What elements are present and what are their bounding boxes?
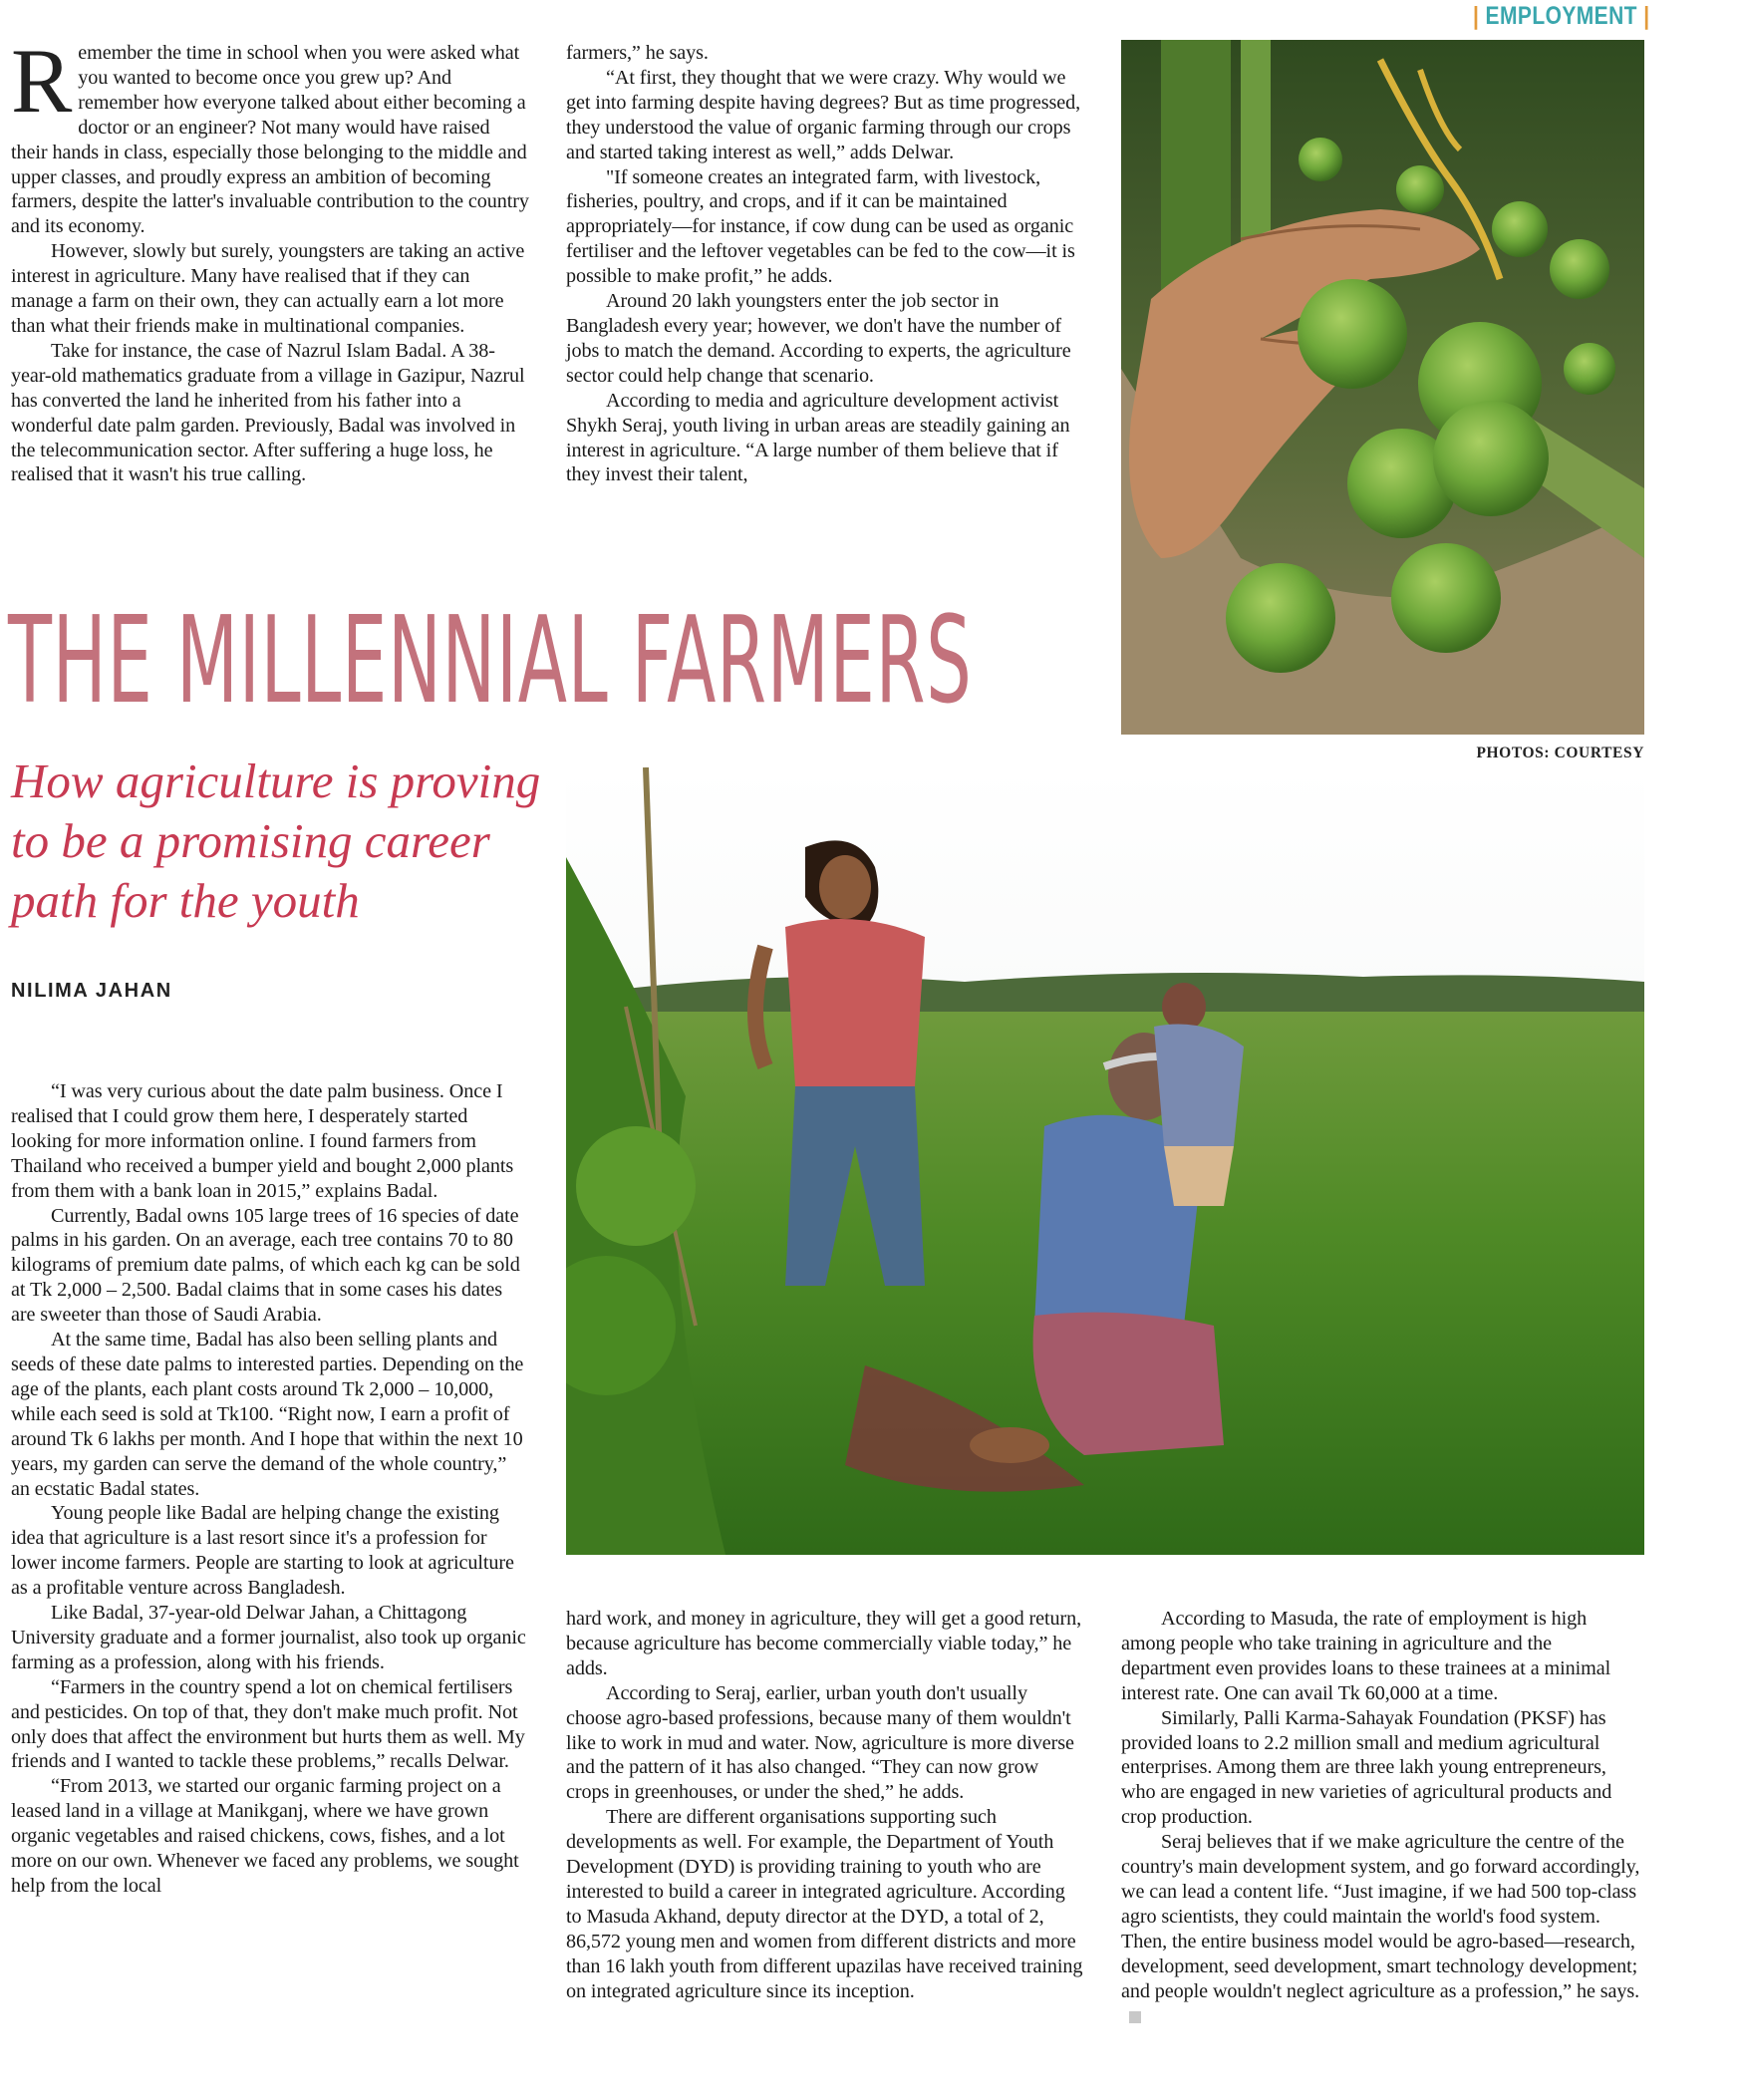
paragraph: Young people like Badal are helping change the existing idea that agriculture is a last resort since it's a profession for lower income farmers. People are starting to look at agriculture as a profitable venture across Bangladesh. bbox=[11, 1502, 514, 1600]
photo-farmers-in-field bbox=[566, 767, 1644, 1555]
byline: NILIMA JAHAN bbox=[11, 980, 172, 1002]
section-bar-left: | bbox=[1473, 2, 1486, 30]
paragraph: Take for instance, the case of Nazrul Islam Badal. A 38-year-old mathematics graduate from a village in Gazipur, Nazrul has converted the land he inherited from his father into a wonderful date palm garden. Previously, Badal was involved in the telecommunication sector. After suffering a huge loss, he realised that it wasn't his true calling. bbox=[11, 339, 525, 486]
paragraph: There are different organisations supporting such developments as well. For example, the Department of Youth Development (DYD) is providing training to youth who are interested to build a career in integrated agriculture. According to Masuda Akhand, deputy director at the DYD, a total of 2, 86,572 young men and women from different districts and more than 16 lakh youth from different upazilas have received training on integrated agriculture since its inception. bbox=[566, 1806, 1083, 2002]
paragraph: Currently, Badal owns 105 large trees of 16 species of date palms in his garden. On an average, each tree contains 70 to 80 kilograms of premium date palms, of which each kg can be sold at Tk 2,000 – 2,500. Badal claims that in some cases his dates are sweeter than those of Saudi Arabia. bbox=[11, 1204, 520, 1327]
photo-credit: PHOTOS: COURTESY bbox=[1476, 745, 1644, 761]
column-1-bottom bbox=[11, 1079, 529, 1899]
paragraph: Similarly, Palli Karma-Sahayak Foundation (PKSF) has provided loans to 2.2 million small and medium agricultural enterprises. Among them are three lakh young entrepreneurs, who are engaged in new varieties of agricultural products and crop production. bbox=[1121, 1706, 1612, 1829]
column-3-bottom bbox=[1121, 1607, 1644, 2028]
paragraph: According to media and agriculture development activist Shykh Seraj, youth living in urban areas are steadily gaining an interest in agriculture. “A large number of them believe that if they invest their talent, bbox=[566, 389, 1070, 486]
paragraph: Remember the time in school when you were asked what you wanted to become once you grew up? And remember how everyone talked about either becoming a doctor or an engineer? Not many would have raised their hands in class, especially those belonging to the middle and upper classes, and proudly express an ambition of becoming farmers, despite the latter's invaluable contribution to the country and its economy. bbox=[11, 30, 529, 238]
section-bar-right: | bbox=[1636, 2, 1650, 30]
end-mark bbox=[1129, 2011, 1141, 2023]
dek: How agriculture is proving to be a promising career path for the youth bbox=[11, 753, 541, 928]
paragraph: At the same time, Badal has also been selling plants and seeds of these date palms to interested parties. Depending on the age of the plants, each plant costs around Tk 2,000 – 10,000, while each seed is sold at Tk100. “Right now, I earn a profit of around Tk 6 lakhs per month. And I hope that within the next 10 years, my garden can serve the demand of the whole country,” an ecstatic Badal states. bbox=[11, 1329, 524, 1500]
paragraph: "If someone creates an integrated farm, with livestock, fisheries, poultry, and crops, and if it can be maintained appropriately—for instance, if cow dung can be used as organic fertiliser and the leftover vegetables can be fed to the cow—it is possible to make profit,” he adds. bbox=[566, 165, 1075, 288]
paragraph: Around 20 lakh youngsters enter the job sector in Bangladesh every year; however, we don't have the number of jobs to match the demand. According to experts, the agriculture sector could help change that scenario. bbox=[566, 290, 1071, 387]
paragraph: hard work, and money in agriculture, they will get a good return, because agriculture has become commercially viable today,” he adds. bbox=[566, 1608, 1082, 1679]
column-2-bottom bbox=[566, 1607, 1084, 2004]
photo-date-palm-fruits bbox=[1121, 40, 1644, 735]
column-2-top bbox=[566, 41, 1084, 487]
paragraph: “At first, they thought that we were crazy. Why would we get into farming despite having degrees? But as time progressed, they understood the value of organic farming through our crops and started taking interest as well,” adds Delwar. bbox=[566, 66, 1081, 163]
section-label-text: EMPLOYMENT bbox=[1485, 2, 1637, 30]
column-1-top bbox=[11, 30, 529, 487]
paragraph: farmers,” he says. bbox=[566, 42, 709, 64]
headline: THE MILLENNIAL FARMERS bbox=[8, 592, 973, 731]
paragraph: Seraj believes that if we make agriculture the centre of the country's main development system, and go forward accordingly, we can lead a content life. “Just imagine, if we had 500 top-class agro scientists, they could maintain the world's food system. Then, the entire business model would be agro-based—research, development, seed development, smart technology development; and people wouldn't neglect agriculture as a profession,” he says. bbox=[1121, 1830, 1644, 2028]
paragraph: However, slowly but surely, youngsters are taking an active interest in agriculture. Many have realised that if they can manage a farm on their own, they can actually earn a lot more than what their friends make in multinational companies. bbox=[11, 240, 525, 337]
paragraph: “I was very curious about the date palm business. Once I realised that I could grow them here, I desperately started looking for more information online. I found farmers from Thailand who received a bumper yield and bought 2,000 plants from them with a bank loan in 2015,” explains Badal. bbox=[11, 1080, 514, 1202]
paragraph: Like Badal, 37-year-old Delwar Jahan, a Chittagong University graduate and a former journalist, also took up organic farming as a profession, along with his friends. bbox=[11, 1602, 526, 1673]
section-label bbox=[1473, 2, 1650, 32]
paragraph: According to Seraj, earlier, urban youth don't usually choose agro-based professions, because many of them wouldn't like to work in mud and water. Now, agriculture is more diverse and the pattern of it has also changed. “They can now grow crops in greenhouses, or under the shed,” he adds. bbox=[566, 1681, 1074, 1804]
paragraph: “Farmers in the country spend a lot on chemical fertilisers and pesticides. On top of that, they don't make much profit. Not only does that affect the environment but hurts them as well. My friends and I wanted to tackle these problems,” recalls Delwar. bbox=[11, 1675, 525, 1773]
paragraph: “From 2013, we started our organic farming project on a leased land in a village at Manikganj, where we have grown organic vegetables and raised chickens, cows, fishes, and a lot more on our own. Whenever we faced any problems, we sought help from the local bbox=[11, 1775, 519, 1897]
paragraph: According to Masuda, the rate of employment is high among people who take training in agriculture and the department even provides loans to these trainees at a minimal interest rate. One can avail Tk 60,000 at a time. bbox=[1121, 1608, 1611, 1704]
